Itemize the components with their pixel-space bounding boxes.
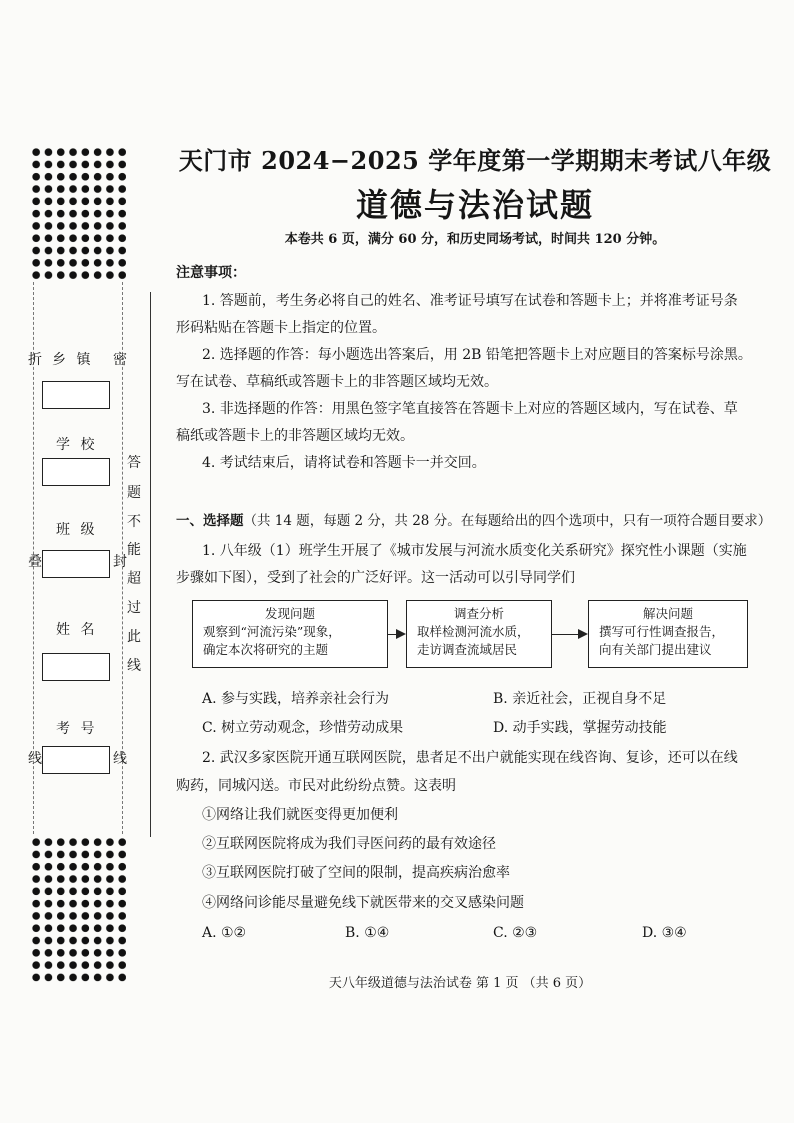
no-answer-mark-char: 超 — [127, 571, 141, 587]
field-box-school[interactable] — [42, 458, 110, 486]
flow-arrow — [388, 634, 396, 635]
no-answer-mark-char: 答 — [127, 455, 141, 471]
q1-option-d[interactable]: D. 动手实践，掌握劳动技能 — [493, 720, 667, 736]
binding-left-char: 叠 — [28, 554, 42, 570]
notice-heading: 注意事项： — [176, 265, 246, 281]
exam-title-line1: 天门市 2024−2025 学年度第一学期期末考试八年级 — [178, 146, 772, 175]
flow-step-line: 走访调查流域居民 — [417, 642, 518, 657]
q2-stem-line1: 2. 武汉多家医院开通互联网医院，患者足不出户就能实现在线咨询、复诊，还可以在线 — [202, 750, 738, 766]
section1-heading: 一、选择题 — [176, 513, 244, 529]
binding-right-char: 密 — [113, 352, 127, 368]
no-answer-mark-char: 不 — [127, 514, 141, 530]
section1-title — [176, 512, 771, 530]
q1-stem-line1: 1. 八年级（1）班学生开展了《城市发展与河流水质变化关系研究》探究性小课题（实施 — [202, 543, 747, 559]
section1-desc: （共 14 题，每题 2 分，共 28 分。在每题给出的四个选项中，只有一项符合题目要求） — [243, 513, 772, 529]
q1-option-b[interactable]: B. 亲近社会，正视自身不足 — [493, 691, 667, 707]
flow-step-title: 发现问题 — [264, 606, 315, 621]
no-answer-mark-char: 线 — [127, 658, 141, 674]
page-footer: 天八年级道德与法治试卷 第 1 页 （共 6 页） — [328, 976, 592, 991]
notice-item-4: 4. 考试结束后，请将试卷和答题卡一并交回。 — [202, 455, 486, 471]
no-answer-mark-char: 过 — [127, 600, 141, 616]
field-box-exam-number[interactable] — [42, 746, 110, 774]
q1-option-a[interactable]: A. 参与实践，培养亲社会行为 — [202, 691, 390, 707]
flow-step-1 — [192, 600, 388, 668]
flow-arrowhead — [578, 629, 588, 639]
q1-option-c[interactable]: C. 树立劳动观念，珍惜劳动成果 — [202, 720, 404, 736]
field-label-class: 班 级 — [56, 522, 98, 538]
exam-title-subject: 道德与法治试题 — [355, 186, 594, 224]
q2-option-c[interactable]: C. ②③ — [493, 925, 538, 941]
binding-right-char: 线 — [113, 751, 127, 767]
no-answer-mark-char: 此 — [127, 629, 141, 645]
binding-dots-bottom — [30, 836, 126, 982]
no-answer-mark-char: 能 — [127, 542, 141, 558]
exam-intro: 本卷共 6 页，满分 60 分，和历史同场考试，时间共 120 分钟。 — [284, 232, 666, 247]
field-box-class[interactable] — [42, 550, 110, 578]
no-answer-mark-char: 题 — [127, 485, 141, 501]
notice-item-3-line1: 3. 非选择题的作答：用黑色签字笔直接答在答题卡上对应的答题区域内，写在试卷、草 — [202, 401, 738, 417]
flow-step-line: 确定本次将研究的主题 — [203, 642, 329, 657]
binding-seal-line — [150, 292, 151, 837]
notice-item-1-line2: 形码粘贴在答题卡上指定的位置。 — [176, 320, 386, 336]
q1-stem-line2: 步骤如下图），受到了社会的广泛好评。这一活动可以引导同学们 — [176, 570, 575, 586]
notice-item-3-line2: 稿纸或答题卡上的非答题区域均无效。 — [176, 428, 414, 444]
flow-step-line: 取样检测河流水质， — [417, 624, 530, 639]
flow-step-title: 解决问题 — [642, 606, 693, 621]
q2-option-b[interactable]: B. ①④ — [345, 925, 390, 941]
flow-arrow — [552, 634, 578, 635]
field-label-school: 学 校 — [56, 437, 98, 453]
flow-step-line: 观察到“河流污染”现象， — [203, 624, 341, 639]
notice-item-2-line1: 2. 选择题的作答：每小题选出答案后，用 2B 铅笔把答题卡上对应题目的答案标号涂黑。 — [202, 347, 752, 363]
field-label-exam-number: 考 号 — [56, 721, 98, 737]
q2-statement-3: ③互联网医院打破了空间的限制，提高疾病治愈率 — [202, 865, 510, 881]
notice-item-2-line2: 写在试卷、草稿纸或答题卡上的非答题区域均无效。 — [176, 374, 498, 390]
flow-step-title: 调查分析 — [453, 606, 504, 621]
field-box-town[interactable] — [42, 381, 110, 409]
q2-statement-1: ①网络让我们就医变得更加便利 — [202, 807, 398, 823]
field-box-name[interactable] — [42, 653, 110, 681]
flow-step-line: 撰写可行性调查报告， — [599, 624, 725, 639]
binding-left-char: 折 — [28, 352, 42, 368]
binding-dots-top — [30, 146, 126, 281]
q2-option-d[interactable]: D. ③④ — [642, 925, 687, 941]
q2-option-a[interactable]: A. ①② — [202, 925, 247, 941]
binding-left-char: 线 — [28, 751, 42, 767]
binding-right-char: 封 — [113, 554, 127, 570]
field-label-name: 姓 名 — [56, 622, 98, 638]
flow-step-3 — [588, 600, 748, 668]
flow-arrowhead — [396, 629, 406, 639]
notice-item-1-line1: 1. 答题前，考生务必将自己的姓名、准考证号填写在试卷和答题卡上；并将准考证号条 — [202, 293, 738, 309]
flow-step-line: 向有关部门提出建议 — [599, 642, 712, 657]
q2-stem-line2: 购药，同城闪送。市民对此纷纷点赞。这表明 — [176, 778, 456, 794]
q2-statement-4: ④网络问诊能尽量避免线下就医带来的交叉感染问题 — [202, 895, 524, 911]
q2-statement-2: ②互联网医院将成为我们寻医问药的最有效途径 — [202, 836, 496, 852]
flow-step-2 — [406, 600, 552, 668]
field-label-town: 乡 镇 — [52, 352, 94, 368]
